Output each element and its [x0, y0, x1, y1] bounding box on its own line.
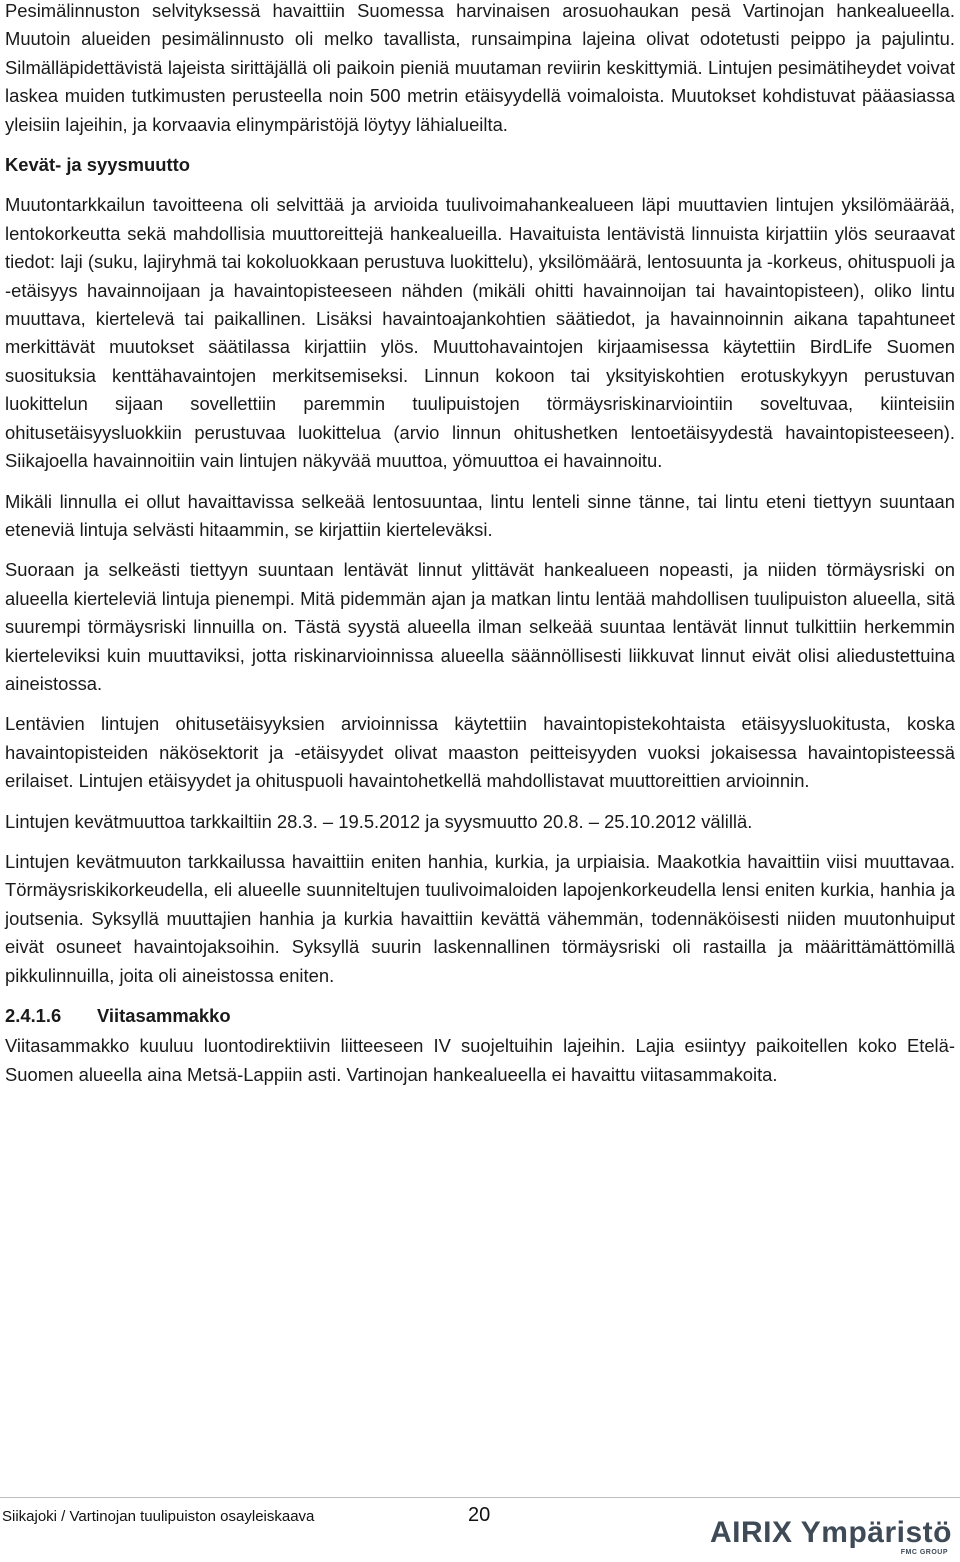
section-number: 2.4.1.6	[5, 1005, 62, 1026]
footer-document-title: Siikajoki / Vartinojan tuulipuiston osayleiskaava	[2, 1508, 315, 1525]
paragraph-distance-classes: Lentävien lintujen ohitusetäisyyksien arvioinnissa käytettiin havaintopistekohtaista etäisyysluokitusta, koska havaintopisteiden näkösektorit ja -etäisyydet olivat maaston peitteisyyden vuoksi jokaisessa havaintopisteessä erilaiset. Lintujen etäisyydet ja ohituspuoli havaintohetkellä mahdollistavat muuttoreittien arvioinnin.	[5, 713, 955, 792]
paragraph-observation-dates: Lintujen kevätmuuttoa tarkkailtiin 28.3. – 19.5.2012 ja syysmuutto 20.8. – 25.10.2012 välillä.	[5, 810, 753, 832]
airix-logo	[706, 1516, 956, 1560]
logo-subtitle: FMC GROUP	[900, 1549, 948, 1556]
heading-migration: Kevät- ja syysmuutto	[5, 154, 190, 176]
paragraph-migration-method: Muutontarkkailun tavoitteena oli selvittää ja arvioida tuulivoimahankealueen läpi muuttavien lintujen yksilömäärää, lentokorkeutta sekä mahdollisia muuttoreittejä hankealueilla. Havaituista lentävistä linnuista kirjattiin ylös seuraavat tiedot: laji (suku, lajiryhmä tai kokoluokkaan perustuva luokittelu), yksilömäärä, lentosuunta ja -korkeus, ohituspuoli ja -etäisyys havainnoijaan ja havaintopisteeseen nähden (mikäli ohitti havainnoijan tai havaintopisteen), oliko lintu muuttava, kiertelevä tai paikallinen. Lisäksi havaintoajankohtien säätiedot, ja havainnoinnin aikana tapahtuneet merkittävät muutokset säätilassa kirjattiin ylös. Muuttohavaintojen kirjaamisessa käytettiin BirdLife Suomen suosituksia kenttähavaintojen merkitsemiseksi. Linnun kokoon tai yksityiskohtien erotuskykyyn perustuvan luokittelun sijaan sovellettiin paremmin tuulipuistojen törmäysriskinarviointiin soveltuvaa, kiinteisiin ohitusetäisyysluokkiin perustuvaa luokittelua (arvio linnun ohitushetken lentoetäisyydestä havaintopisteeseen). Siikajoella havainnoitiin vain lintujen näkyvää muuttoa, yömuuttoa ei havainnoitu.	[5, 194, 955, 472]
section-title: Viitasammakko	[97, 1005, 231, 1026]
section-heading-viitasammakko	[5, 1002, 955, 1030]
page-footer	[0, 1498, 960, 1562]
paragraph-moor-frog: Viitasammakko kuuluu luontodirektiivin liitteeseen IV suojeltuihin lajeihin. Lajia esiintyy paikoitellen koko Etelä-Suomen alueella aina Metsä-Lappiin asti. Vartinojan hankealueella ei havaittu viitasammakoita.	[5, 1035, 955, 1085]
paragraph-migration-results: Lintujen kevätmuuton tarkkailussa havaittiin eniten hanhia, kurkia, ja urpiaisia. Maakotkia havaittiin viisi muuttavaa. Törmäysriskikorkeudella, eli alueelle suunniteltujen tuulivoimaloiden lapojenkorkeudella lensi eniten kurkia, hanhia ja joutsenia. Syksyllä muuttajien hanhia ja kurkia havaittiin kevättä vähemmän, todennäköisesti niiden muutonhuiput eivät osuneet havaintojaksoihin. Syksyllä suurin laskennallinen törmäysriski oli rastailla ja määrittämättömillä pikkulinnuilla, joita oli aineistossa eniten.	[5, 850, 955, 986]
page-number: 20	[468, 1504, 491, 1526]
paragraph-circling-birds: Mikäli linnulla ei ollut havaittavissa selkeää lentosuuntaa, lintu lenteli sinne tänne, tai lintu eteni tiettyyn suuntaan eteneviä lintuja selvästi hitaammin, se kirjattiin kierteleväksi.	[5, 490, 955, 540]
paragraph-breeding-birds: Pesimälinnuston selvityksessä havaittiin Suomessa harvinaisen arosuohaukan pesä Vartinojan hankealueella. Muutoin alueiden pesimälinnusto oli melko tavallista, runsaimpina lajeina olivat odotetusti peippo ja pajulintu. Silmälläpidettävistä lajeista sirittäjällä oli paikoin pieniä muutaman reviirin keskittymiä. Lintujen pesimätiheydet voivat laskea muiden tutkimusten perusteella noin 500 metrin etäisyydellä voimaloista. Muutokset kohdistuvat pääasiassa yleisiin lajeihin, ja korvaavia elinympäristöjä löytyy lähialueilta.	[5, 0, 955, 135]
logo-wordmark: AIRIX Ympäristö	[709, 1516, 952, 1549]
document-body	[5, 0, 955, 1089]
paragraph-collision-risk: Suoraan ja selkeästi tiettyyn suuntaan lentävät linnut ylittävät hankealueen nopeasti, ja niiden törmäysriski on alueella kierteleviä lintuja pienempi. Mitä pidemmän ajan ja matkan lintu lentää mahdollisen tuulipuiston alueella, sitä suurempi törmäysriski linnuilla on. Tästä syystä alueella ilman selkeää suuntaa lentävät linnut tulkittiin herkemmin kierteleviksi kuin muuttaviksi, jotta riskinarvioinnissa alueella säännöllisesti liikkuvat linnut eivät olisi aliedustettuina aineistossa.	[5, 559, 955, 694]
